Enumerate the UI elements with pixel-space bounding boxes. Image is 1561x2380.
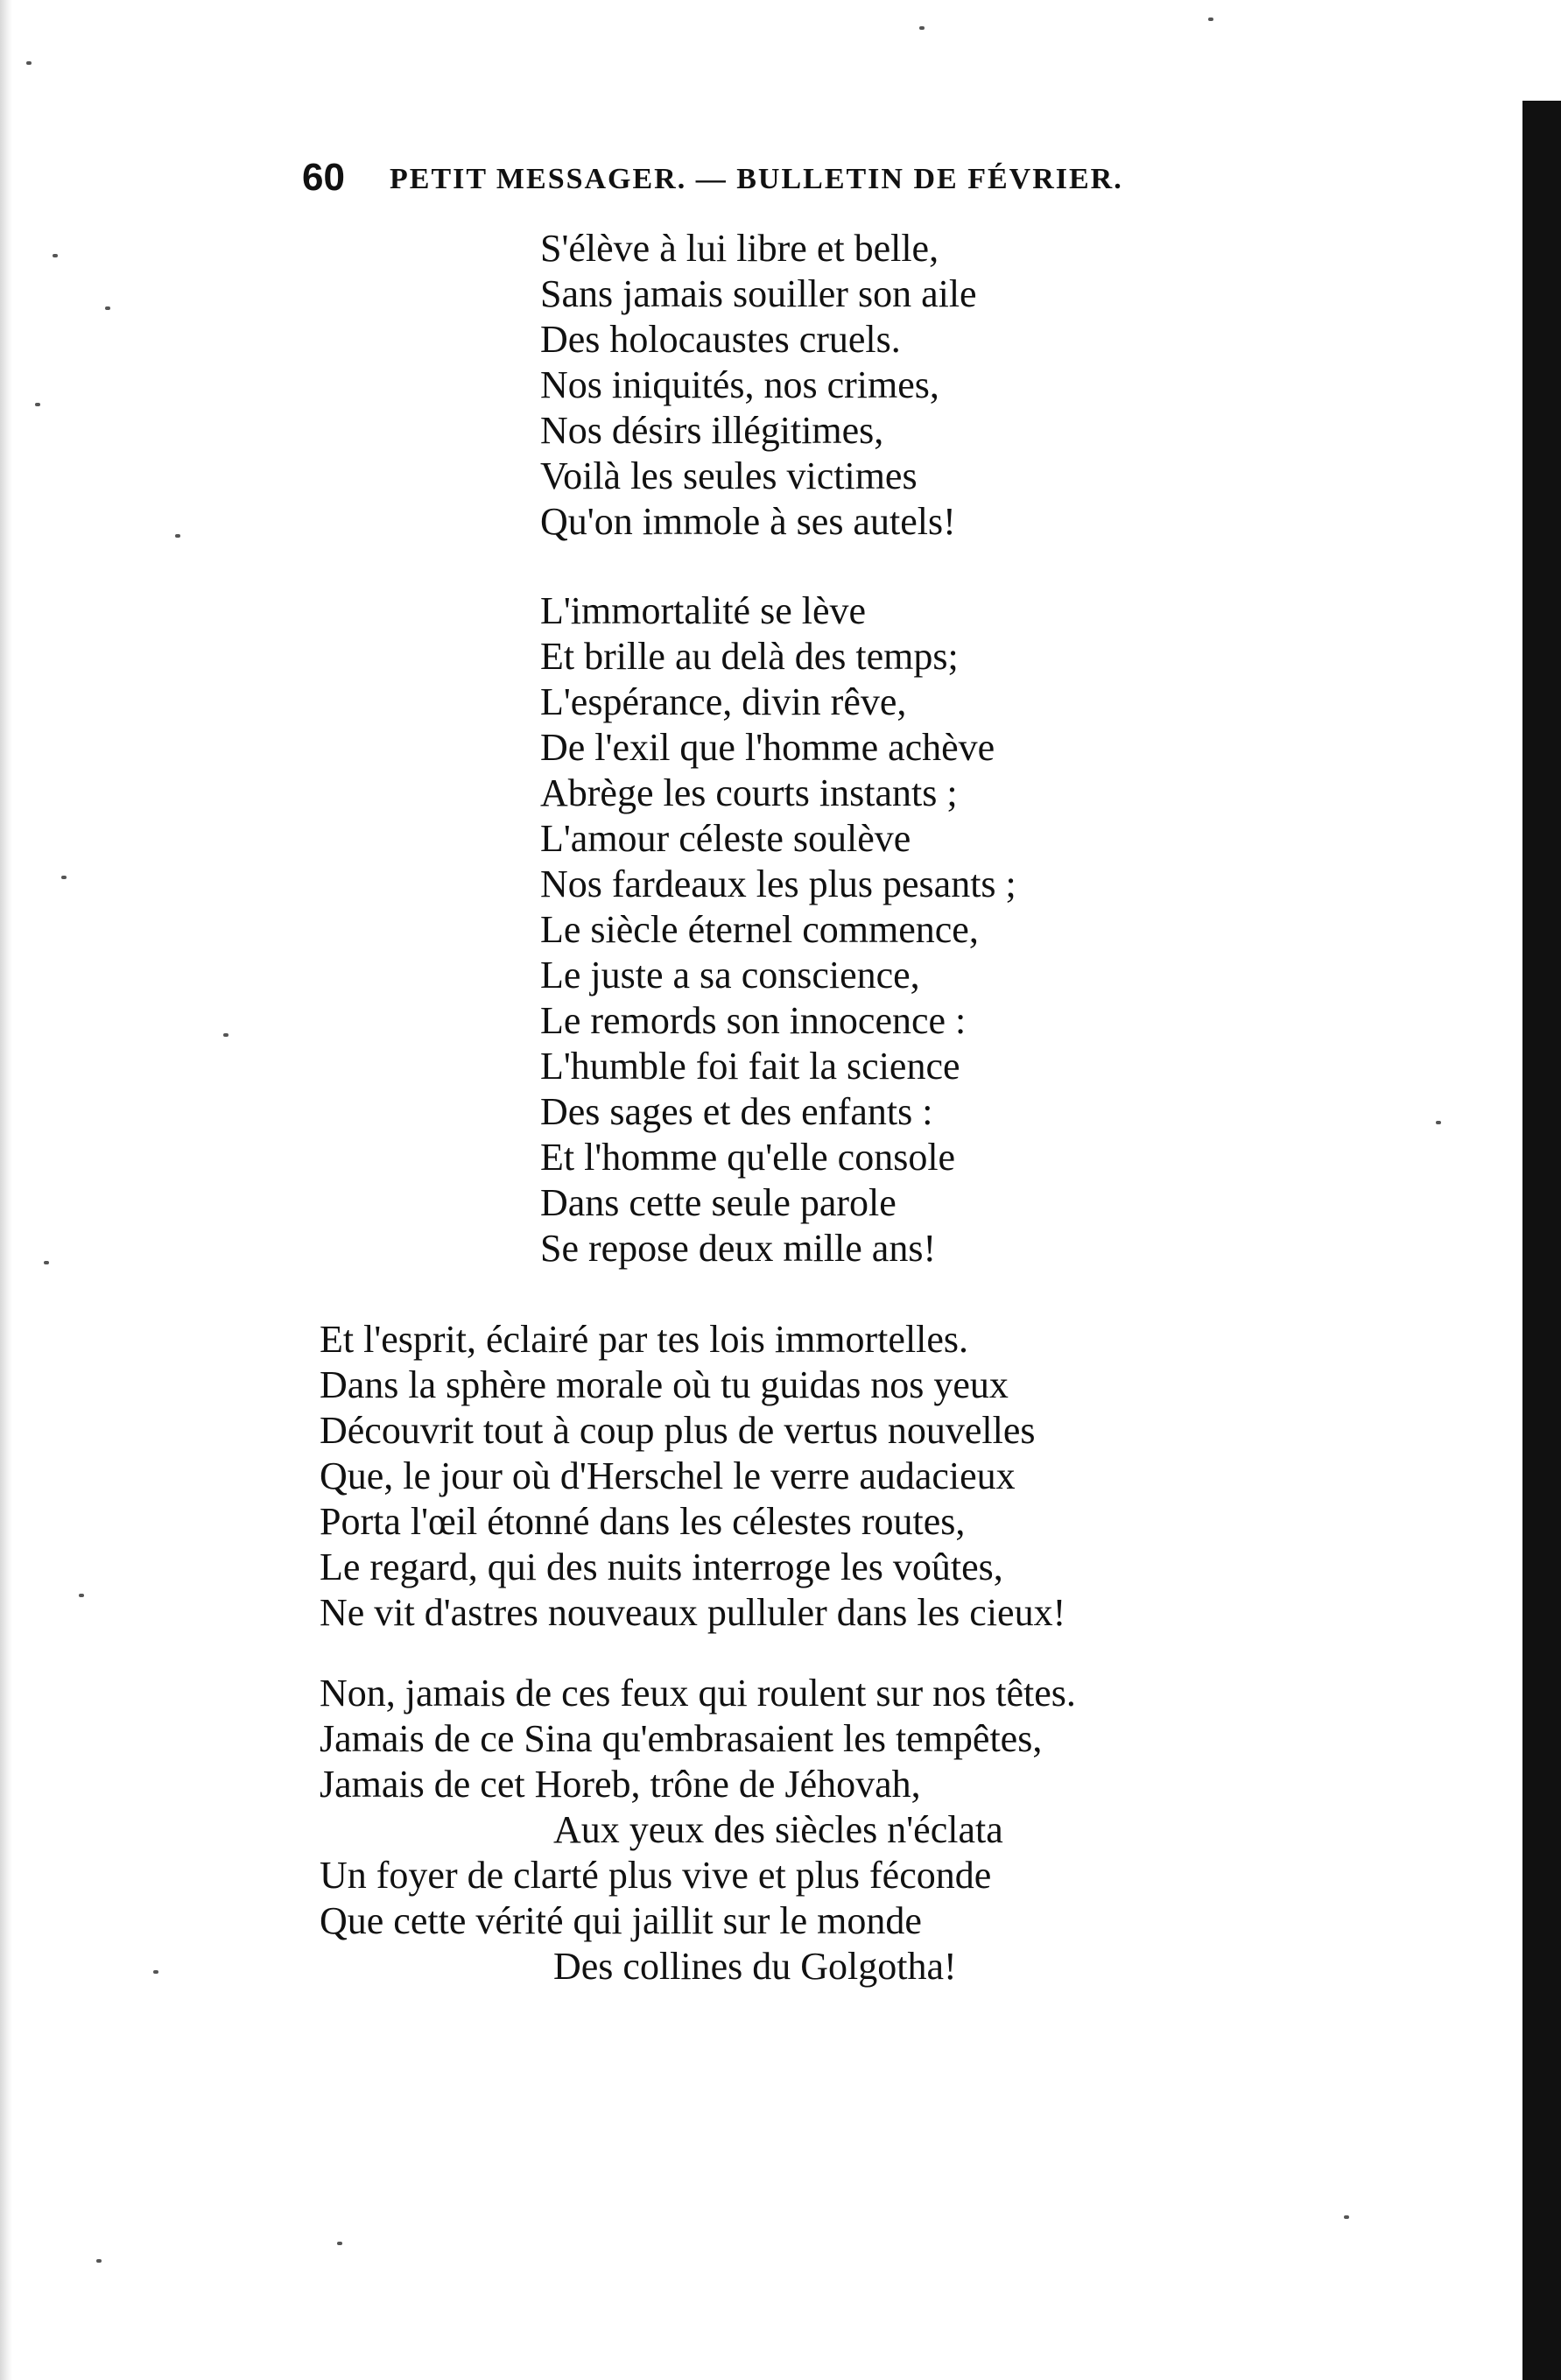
scan-speck [1436, 1121, 1441, 1124]
poem-line: Nos fardeaux les plus pesants ; [540, 863, 1016, 905]
running-title: PETIT MESSAGER. — BULLETIN DE FÉVRIER. [390, 163, 1123, 195]
poem-line: Découvrit tout à coup plus de vertus nouvelles [320, 1409, 1036, 1452]
page-binding-edge [0, 0, 12, 2380]
scan-speck [79, 1594, 84, 1597]
poem-line: Voilà les seules victimes [540, 454, 918, 497]
scan-speck [53, 254, 58, 257]
page-number: 60 [302, 156, 345, 199]
poem-line: Que, le jour où d'Herschel le verre audacieux [320, 1454, 1016, 1497]
poem-line: Jamais de cet Horeb, trône de Jéhovah, [320, 1763, 921, 1806]
scan-speck [223, 1033, 229, 1037]
poem-line: Qu'on immole à ses autels! [540, 500, 956, 543]
poem-line: Aux yeux des siècles n'éclata [553, 1808, 1003, 1851]
scan-speck [153, 1970, 158, 1974]
poem-line: Et brille au delà des temps; [540, 635, 959, 678]
poem-line: Nos iniquités, nos crimes, [540, 363, 939, 406]
poem-line: Des holocaustes cruels. [540, 318, 901, 361]
poem-line: Dans cette seule parole [540, 1181, 897, 1224]
poem-line: Non, jamais de ces feux qui roulent sur nos têtes. [320, 1672, 1076, 1715]
poem-line: Que cette vérité qui jaillit sur le monde [320, 1899, 922, 1942]
poem-line: Nos désirs illégitimes, [540, 409, 884, 452]
page-right-edge-shadow [1522, 0, 1561, 2380]
poem-line: Et l'homme qu'elle console [540, 1136, 956, 1179]
poem-line: Jamais de ce Sina qu'embrasaient les tempêtes, [320, 1717, 1043, 1760]
scan-speck [26, 61, 32, 65]
page-right-edge-gap [1522, 0, 1561, 101]
scan-speck [61, 876, 67, 879]
poem-line: Le regard, qui des nuits interroge les voûtes, [320, 1546, 1003, 1588]
scan-speck [919, 26, 925, 30]
scan-speck [35, 403, 40, 406]
scan-speck [175, 534, 180, 538]
poem-line: Des collines du Golgotha! [553, 1945, 957, 1988]
poem-line: Sans jamais souiller son aile [540, 272, 977, 315]
poem-line: Le remords son innocence : [540, 999, 967, 1042]
poem-line: L'immortalité se lève [540, 589, 867, 632]
poem-line: L'humble foi fait la science [540, 1045, 960, 1088]
poem-line: Ne vit d'astres nouveaux pulluler dans les cieux! [320, 1591, 1066, 1634]
scan-speck [1208, 18, 1213, 21]
scan-speck [96, 2259, 102, 2263]
poem-line: Le siècle éternel commence, [540, 908, 979, 951]
poem-line: Abrège les courts instants ; [540, 771, 958, 814]
poem-line: Porta l'œil étonné dans les célestes routes, [320, 1500, 966, 1543]
scan-speck [105, 306, 110, 310]
poem-line: L'amour céleste soulève [540, 817, 911, 860]
poem-line: Des sages et des enfants : [540, 1090, 933, 1133]
poem-line: Se repose deux mille ans! [540, 1227, 937, 1270]
poem-line: De l'exil que l'homme achève [540, 726, 995, 769]
poem-line: Dans la sphère morale où tu guidas nos yeux [320, 1363, 1009, 1406]
poem-line: L'espérance, divin rêve, [540, 680, 907, 723]
poem-line: Et l'esprit, éclairé par tes lois immortelles. [320, 1318, 969, 1361]
page-header [302, 156, 1265, 208]
scan-speck [1344, 2215, 1349, 2219]
poem-line: Un foyer de clarté plus vive et plus féconde [320, 1854, 992, 1897]
scan-speck [337, 2242, 342, 2245]
poem-line: S'élève à lui libre et belle, [540, 227, 939, 270]
poem-line: Le juste a sa conscience, [540, 954, 920, 996]
scan-speck [44, 1261, 49, 1264]
